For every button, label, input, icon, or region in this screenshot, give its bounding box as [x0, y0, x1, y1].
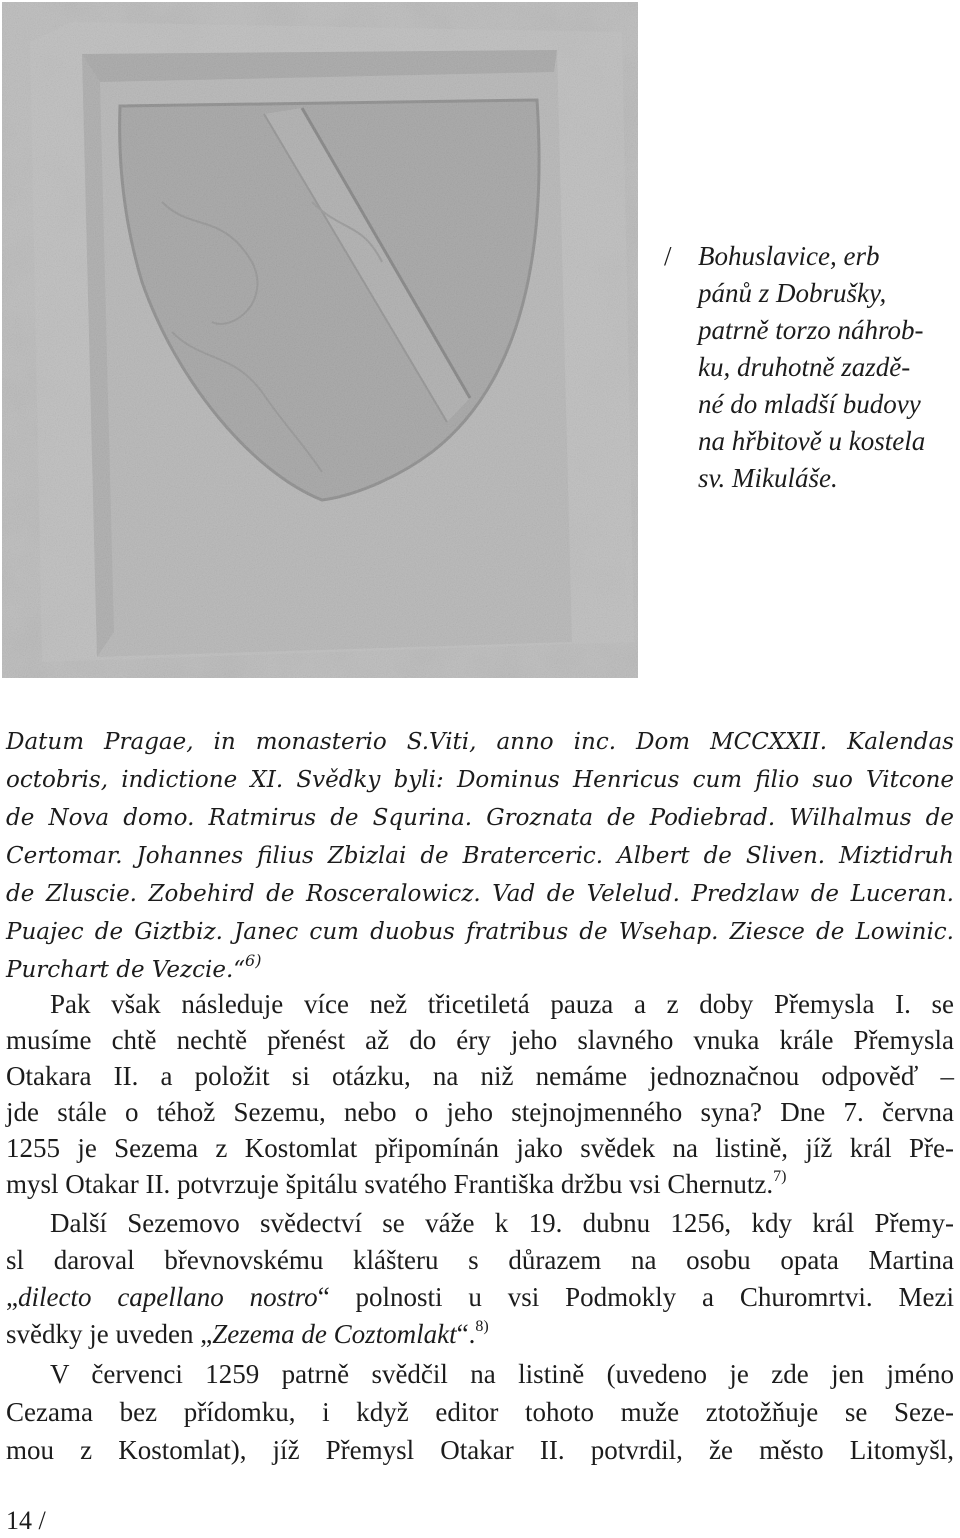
latin-line: Purchart de Vezcie.“$^{6)}$ — [6, 951, 262, 983]
body-line: Další Sezemovo svědectví se váže k 19. dubnu 1256, kdy král Přemy- — [50, 1208, 954, 1238]
body-line: Otakara II. a položit si otázku, na niž nemáme jednoznačnou odpověď – — [6, 1061, 954, 1091]
body-line: sl daroval břevnovskému klášteru s důrazem na osobu opata Martina — [6, 1245, 954, 1275]
footnote-ref: 6) — [245, 951, 262, 971]
caption-line: ku, druhotně zazdě- — [698, 352, 911, 382]
latin-line: Certomar. Johannes filius Zbizlai de Braterceric. Albert de Sliven. Miztidruh — [6, 843, 954, 869]
latin-line: de Zluscie. Zobehird de Rosceralowicz. Vad de Velelud. Predzlaw de Luceran. — [6, 881, 954, 907]
caption-line: / Bohuslavice, erb — [664, 238, 954, 275]
body-line: „dilecto capellano nostro“ polnosti u vsi Podmokly a Churomrtvi. Mezi — [6, 1282, 954, 1312]
body-line: musíme chtě nechtě přenést až do éry jeho slavného vnuka krále Přemysla — [6, 1025, 954, 1055]
caption-line: pánů z Dobrušky, — [698, 278, 887, 308]
body-line: V červenci 1259 patrně svědčil na listině (uvedeno je zde jen jméno — [50, 1359, 954, 1389]
caption-marker: / — [664, 241, 672, 271]
body-line: Pak však následuje více než třicetiletá pauza a z doby Přemysla I. se — [50, 989, 954, 1019]
footnote-ref: 8) — [475, 1318, 489, 1335]
body-line: Cezama bez přídomku, i když editor tohoto muže ztotožňuje se Seze- — [6, 1397, 954, 1427]
latin-line: Datum Pragae, in monasterio S.Viti, anno inc. Dom MCCXXII. Kalendas — [6, 729, 954, 755]
caption-line: na hřbitově u kostela — [698, 426, 926, 456]
footnote-ref: 7) — [773, 1168, 787, 1185]
latin-line: de Nova domo. Ratmirus de Squrina. Groznata de Podiebrad. Wilhalmus de — [6, 805, 954, 831]
figure-caption — [664, 238, 954, 497]
body-line: svědky je uveden „Zezema de Coztomlakt“.$^{8)}$ — [6, 1318, 489, 1349]
latin-phrase: Zezema de Coztomlakt — [212, 1319, 457, 1349]
body-line: mysl Otakar II. potvrzuje špitálu svatého Františka držbu vsi Chernutz.$^{7)}$ — [6, 1168, 787, 1199]
caption-line: patrně torzo náhrob- — [698, 315, 924, 345]
caption-line: sv. Mikuláše. — [698, 463, 838, 493]
coat-of-arms-photo — [2, 2, 638, 678]
body-line: mou z Kostomlat), jíž Přemysl Otakar II. potvrdil, že město Litomyšl, — [6, 1435, 954, 1465]
latin-line: Puajec de Giztbiz. Janec cum duobus fratribus de Wsehap. Ziesce de Lowinic. — [6, 919, 954, 945]
latin-phrase: dilecto capellano nostro — [17, 1282, 318, 1312]
body-line: 1255 je Sezema z Kostomlat připomínán jako svědek na listině, jíž král Pře- — [6, 1133, 954, 1163]
latin-line: octobris, indictione XI. Svědky byli: Dominus Henricus cum filio suo Vitcone — [6, 767, 954, 793]
caption-line: né do mladší budovy — [698, 389, 921, 419]
page-number: 14 / — [6, 1506, 46, 1535]
body-line: jde stále o téhož Sezemu, nebo o jeho stejnojmenného syna? Dne 7. června — [6, 1097, 954, 1127]
